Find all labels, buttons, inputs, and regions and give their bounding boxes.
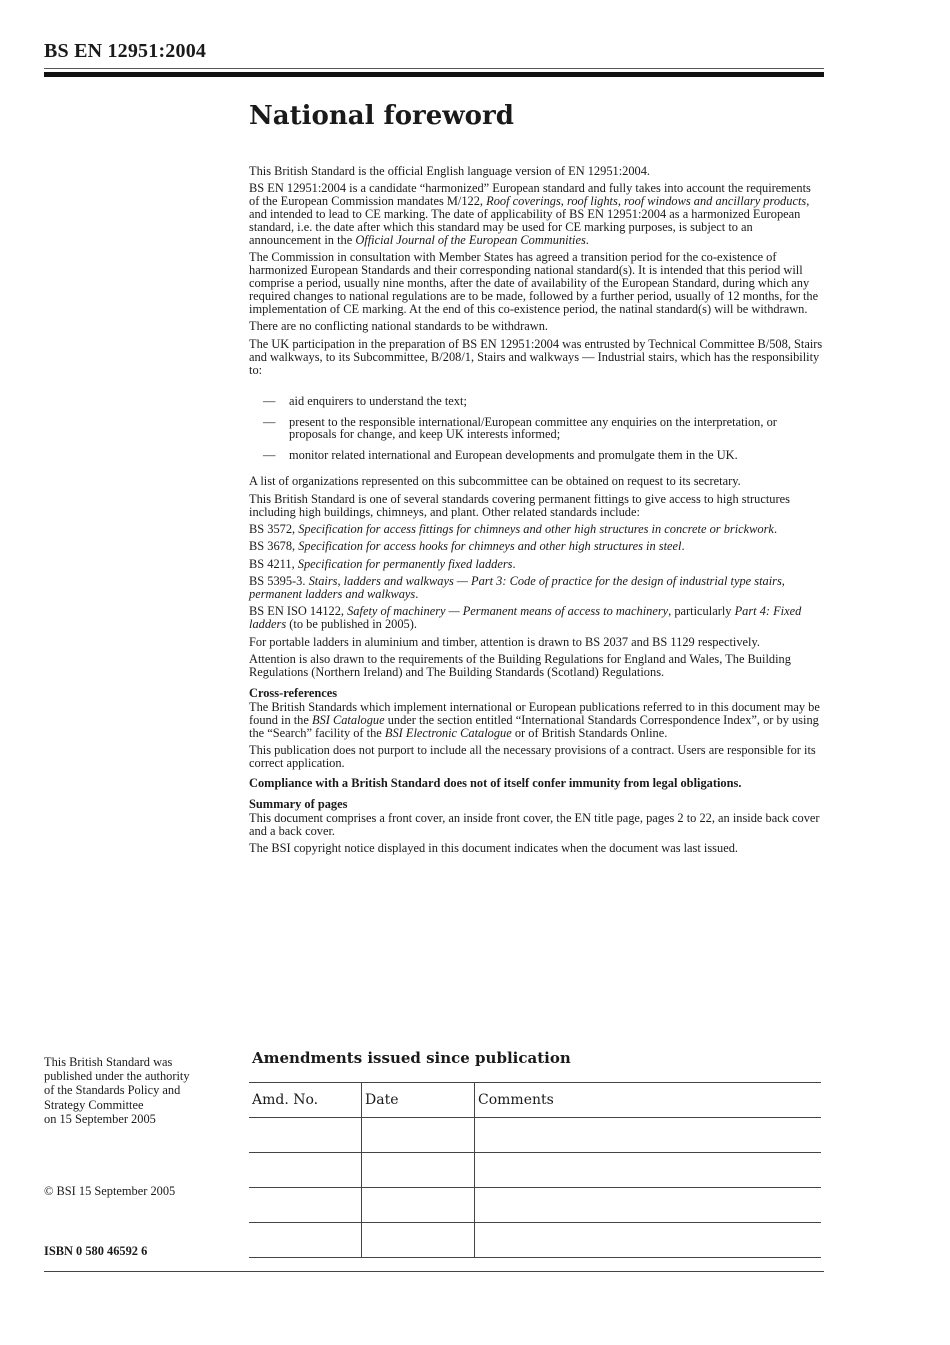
table-cell bbox=[475, 1153, 822, 1188]
note-line: published under the authority bbox=[44, 1069, 190, 1084]
isbn-number: ISBN 0 580 46592 6 bbox=[44, 1244, 148, 1258]
publication-note bbox=[44, 1055, 234, 1126]
paragraph-compliance: Compliance with a British Standard does not of itself confer immunity from legal obligations. bbox=[249, 775, 742, 790]
paragraph-portable-ladders: For portable ladders in aluminium and timber, attention is drawn to BS 2037 and BS 1129 respectively. bbox=[249, 634, 760, 649]
reference-bs4211: BS 4211, Specification for permanently fixed ladders. bbox=[249, 556, 516, 571]
heading-cross-references: Cross-references bbox=[249, 686, 338, 700]
table-row bbox=[249, 1223, 821, 1258]
table-cell bbox=[362, 1153, 475, 1188]
amendments-table bbox=[249, 1082, 821, 1258]
column-comments: Comments bbox=[475, 1083, 822, 1118]
amendments-title: Amendments issued since publication bbox=[252, 1049, 571, 1067]
table-header-row bbox=[249, 1083, 821, 1118]
reference-bs5395: BS 5395-3. Stairs, ladders and walkways — Part 3: Code of practice for the design of industrial type stairs, permanent ladders and walkways. bbox=[249, 574, 785, 602]
paragraph-summary: This document comprises a front cover, an inside front cover, the EN title page, pages 2 to 22, an inside back cover and a back cover. bbox=[249, 810, 820, 838]
list-item: — aid enquirers to understand the text; bbox=[263, 393, 467, 408]
header-rule-thin bbox=[44, 68, 824, 69]
table-row bbox=[249, 1153, 821, 1188]
note-line: on 15 September 2005 bbox=[44, 1111, 156, 1126]
list-item: — monitor related international and European developments and promulgate them in the UK. bbox=[263, 448, 738, 463]
reference-bs3678: BS 3678, Specification for access hooks for chimneys and other high structures in steel. bbox=[249, 539, 685, 554]
table-cell bbox=[249, 1153, 362, 1188]
document-code: BS EN 12951:2004 bbox=[44, 40, 207, 62]
paragraph-copyright-notice: The BSI copyright notice displayed in this document indicates when the document was last issued. bbox=[249, 841, 738, 856]
copyright-line: © BSI 15 September 2005 bbox=[44, 1184, 176, 1198]
paragraph-catalogue: The British Standards which implement international or European publications referred to in this document may be found in the BSI Catalogue under the section entitled “International Standards Correspondence Index”, or by using the “Search” facility of the BSI Electronic Catalogue or of British Standards Online. bbox=[249, 699, 820, 740]
table-cell bbox=[475, 1188, 822, 1223]
heading-summary-of-pages: Summary of pages bbox=[249, 796, 348, 811]
paragraph-no-conflict: There are no conflicting national standards to be withdrawn. bbox=[249, 319, 548, 334]
note-line: This British Standard was bbox=[44, 1055, 173, 1069]
note-line: Strategy Committee bbox=[44, 1097, 144, 1112]
table-cell bbox=[249, 1223, 362, 1258]
paragraph-contract: This publication does not purport to include all the necessary provisions of a contract. Users are responsible for its correct application. bbox=[249, 743, 816, 771]
list-item: — present to the responsible international/European committee any enquiries on the interpretation, or proposals for change, and keep UK interests informed; bbox=[263, 414, 777, 442]
reference-bs3572: BS 3572, Specification for access fittings for chimneys and other high structures in concrete or brickwork. bbox=[249, 521, 778, 536]
responsibility-list bbox=[249, 395, 824, 463]
column-amd-no: Amd. No. bbox=[249, 1083, 362, 1118]
footer-rule bbox=[44, 1271, 824, 1272]
paragraph-related: This British Standard is one of several standards covering permanent fittings to give access to high structures including high buildings, chimneys, and plant. Other related standards include: bbox=[249, 491, 790, 519]
table-cell bbox=[362, 1188, 475, 1223]
paragraph-building-regs: Attention is also drawn to the requirements of the Building Regulations for England and Wales, The Building Regulations (Northern Ireland) and The Building Standards (Scotland) Regulations. bbox=[249, 652, 791, 680]
reference-iso14122: BS EN ISO 14122, Safety of machinery — Permanent means of access to machinery, particularly Part 4: Fixed ladders (to be published in 2005). bbox=[249, 604, 802, 632]
table-cell bbox=[249, 1188, 362, 1223]
table-cell bbox=[475, 1118, 822, 1153]
table-cell bbox=[475, 1223, 822, 1258]
table-cell bbox=[249, 1118, 362, 1153]
table-cell bbox=[362, 1118, 475, 1153]
paragraph-organizations: A list of organizations represented on this subcommittee can be obtained on request to its secretary. bbox=[249, 474, 741, 489]
column-date: Date bbox=[362, 1083, 475, 1118]
header-rule-thick bbox=[44, 72, 824, 77]
paragraph-uk-participation: The UK participation in the preparation of BS EN 12951:2004 was entrusted by Technical Committee B/508, Stairs and walkways, to its Subcommittee, B/208/1, Stairs and walkways — Industrial stairs, which has the responsibility to: bbox=[249, 336, 823, 377]
paragraph-transition: The Commission in consultation with Member States has agreed a transition period for the co-existence of harmonized European Standards and their corresponding national standard(s). It is intended that this period will comprise a period, usually nine months, after the date of availability of the European Standard, during which any required changes to national regulations are to be made, followed by a further period, usually of 12 months, for the implementation of CE marking. At the end of this co-existence period, the natinal standard(s) will be withdrawn. bbox=[249, 250, 819, 317]
table-row bbox=[249, 1188, 821, 1223]
paragraph-harmonized: BS EN 12951:2004 is a candidate “harmonized” European standard and fully takes into account the requirements of the European Commission mandates M/122, Roof coverings, roof lights, roof windows and ancillary products, and intended to lead to CE marking. The date of applicability of BS EN 12951:2004 as a harmonized European standard, i.e. the date after which this standard may be used for CE marking purposes, is subject to an announcement in the Official Journal of the European Communities. bbox=[249, 181, 811, 248]
paragraph-intro: This British Standard is the official English language version of EN 12951:2004. bbox=[249, 164, 651, 178]
table-cell bbox=[362, 1223, 475, 1258]
page-title: National foreword bbox=[249, 101, 514, 131]
foreword-body bbox=[249, 165, 824, 859]
note-line: of the Standards Policy and bbox=[44, 1083, 181, 1098]
table-row bbox=[249, 1118, 821, 1153]
